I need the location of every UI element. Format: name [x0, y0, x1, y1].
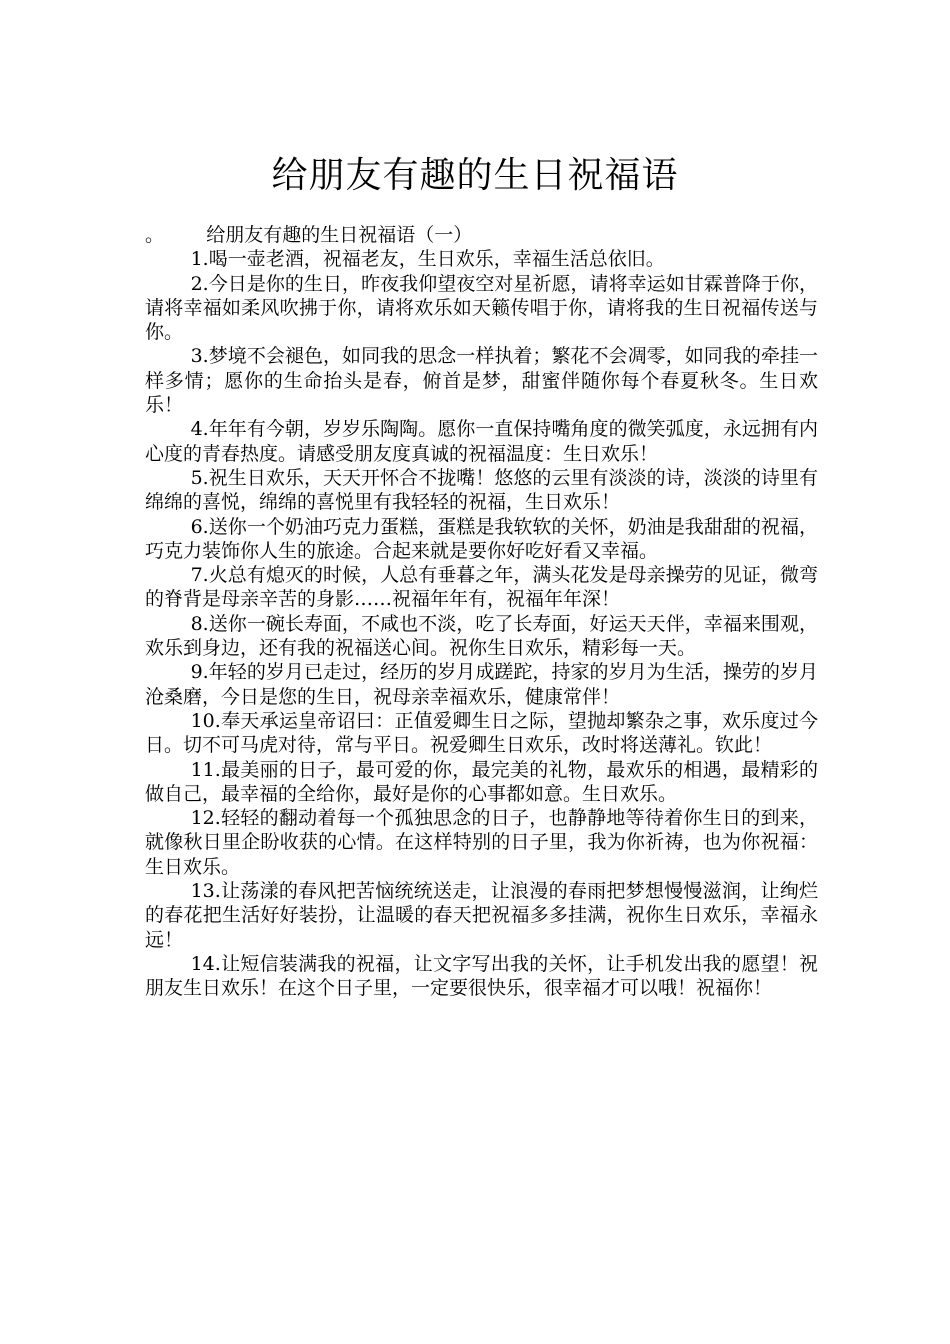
paragraph-2: 2.今日是你的生日，昨夜我仰望夜空对星祈愿，请将幸运如甘霖普降于你，请将幸福如柔风吹拂于你，请将欢乐如天籁传唱于你，请将我的生日祝福传送与你。 [145, 272, 818, 344]
paragraph-13: 13.让荡漾的春风把苦恼统统送走，让浪漫的春雨把梦想慢慢滋润，让绚烂的春花把生活好好装扮，让温暖的春天把祝福多多挂满，祝你生日欢乐，幸福永远！ [145, 880, 818, 951]
document-body [145, 223, 818, 1001]
lead-mark: 。 [145, 224, 165, 246]
paragraph-11: 11.最美丽的日子，最可爱的你，最完美的礼物，最欢乐的相遇，最精彩的做自己，最幸福的全给你，最好是你的心事都如意。生日欢乐。 [145, 758, 818, 805]
paragraph-9: 9.年轻的岁月已走过，经历的岁月成蹉跎，持家的岁月为生活，操劳的岁月沧桑磨，今日是您的生日，祝母亲幸福欢乐，健康常伴！ [145, 661, 818, 708]
paragraph-14: 14.让短信装满我的祝福，让文字写出我的关怀，让手机发出我的愿望！祝朋友生日欢乐！在这个日子里，一定要很快乐，很幸福才可以哦！祝福你！ [145, 952, 818, 1000]
paragraph-12: 12.轻轻的翻动着每一个孤独思念的日子，也静静地等待着你生日的到来，就像秋日里企盼收获的心情。在这样特别的日子里，我为你祈祷，也为你祝福：生日欢乐。 [145, 807, 818, 878]
paragraph-3: 3.梦境不会褪色，如同我的思念一样执着；繁花不会凋零，如同我的牵挂一样多情；愿你的生命抬头是春，俯首是梦，甜蜜伴随你每个春夏秋冬。生日欢乐！ [145, 345, 818, 417]
paragraph-7: 7.火总有熄灭的时候，人总有垂暮之年，满头花发是母亲操劳的见证，微弯的脊背是母亲辛苦的身影……祝福年年有，祝福年年深！ [145, 564, 818, 611]
paragraph-10: 10.奉天承运皇帝诏曰：正值爱卿生日之际，望抛却繁杂之事，欢乐度过今日。切不可马虎对待，常与平日。祝爱卿生日欢乐，改时将送薄礼。钦此！ [145, 709, 818, 757]
document-title: 给朋友有趣的生日祝福语 [271, 155, 679, 197]
paragraph-8: 8.送你一碗长寿面，不咸也不淡，吃了长寿面，好运天天伴，幸福来围观，欢乐到身边，还有我的祝福送心间。祝你生日欢乐，精彩每一天。 [145, 612, 818, 660]
paragraph-1: 1.喝一壶老酒，祝福老友，生日欢乐，幸福生活总依旧。 [190, 248, 665, 271]
paragraph-5: 5.祝生日欢乐，天天开怀合不拢嘴！悠悠的云里有淡淡的诗，淡淡的诗里有绵绵的喜悦，绵绵的喜悦里有我轻轻的祝福，生日欢乐！ [145, 466, 818, 514]
paragraph-6: 6.送你一个奶油巧克力蛋糕，蛋糕是我软软的关怀，奶油是我甜甜的祝福，巧克力装饰你人生的旅途。合起来就是要你好吃好看又幸福。 [145, 515, 818, 562]
paragraph-4: 4.年年有今朝，岁岁乐陶陶。愿你一直保持嘴角度的微笑弧度，永远拥有内心度的青春热度。请感受朋友度真诚的祝福温度：生日欢乐！ [145, 418, 818, 465]
document-subtitle-line [145, 223, 818, 247]
document-subtitle: 给朋友有趣的生日祝福语（一） [206, 224, 473, 246]
